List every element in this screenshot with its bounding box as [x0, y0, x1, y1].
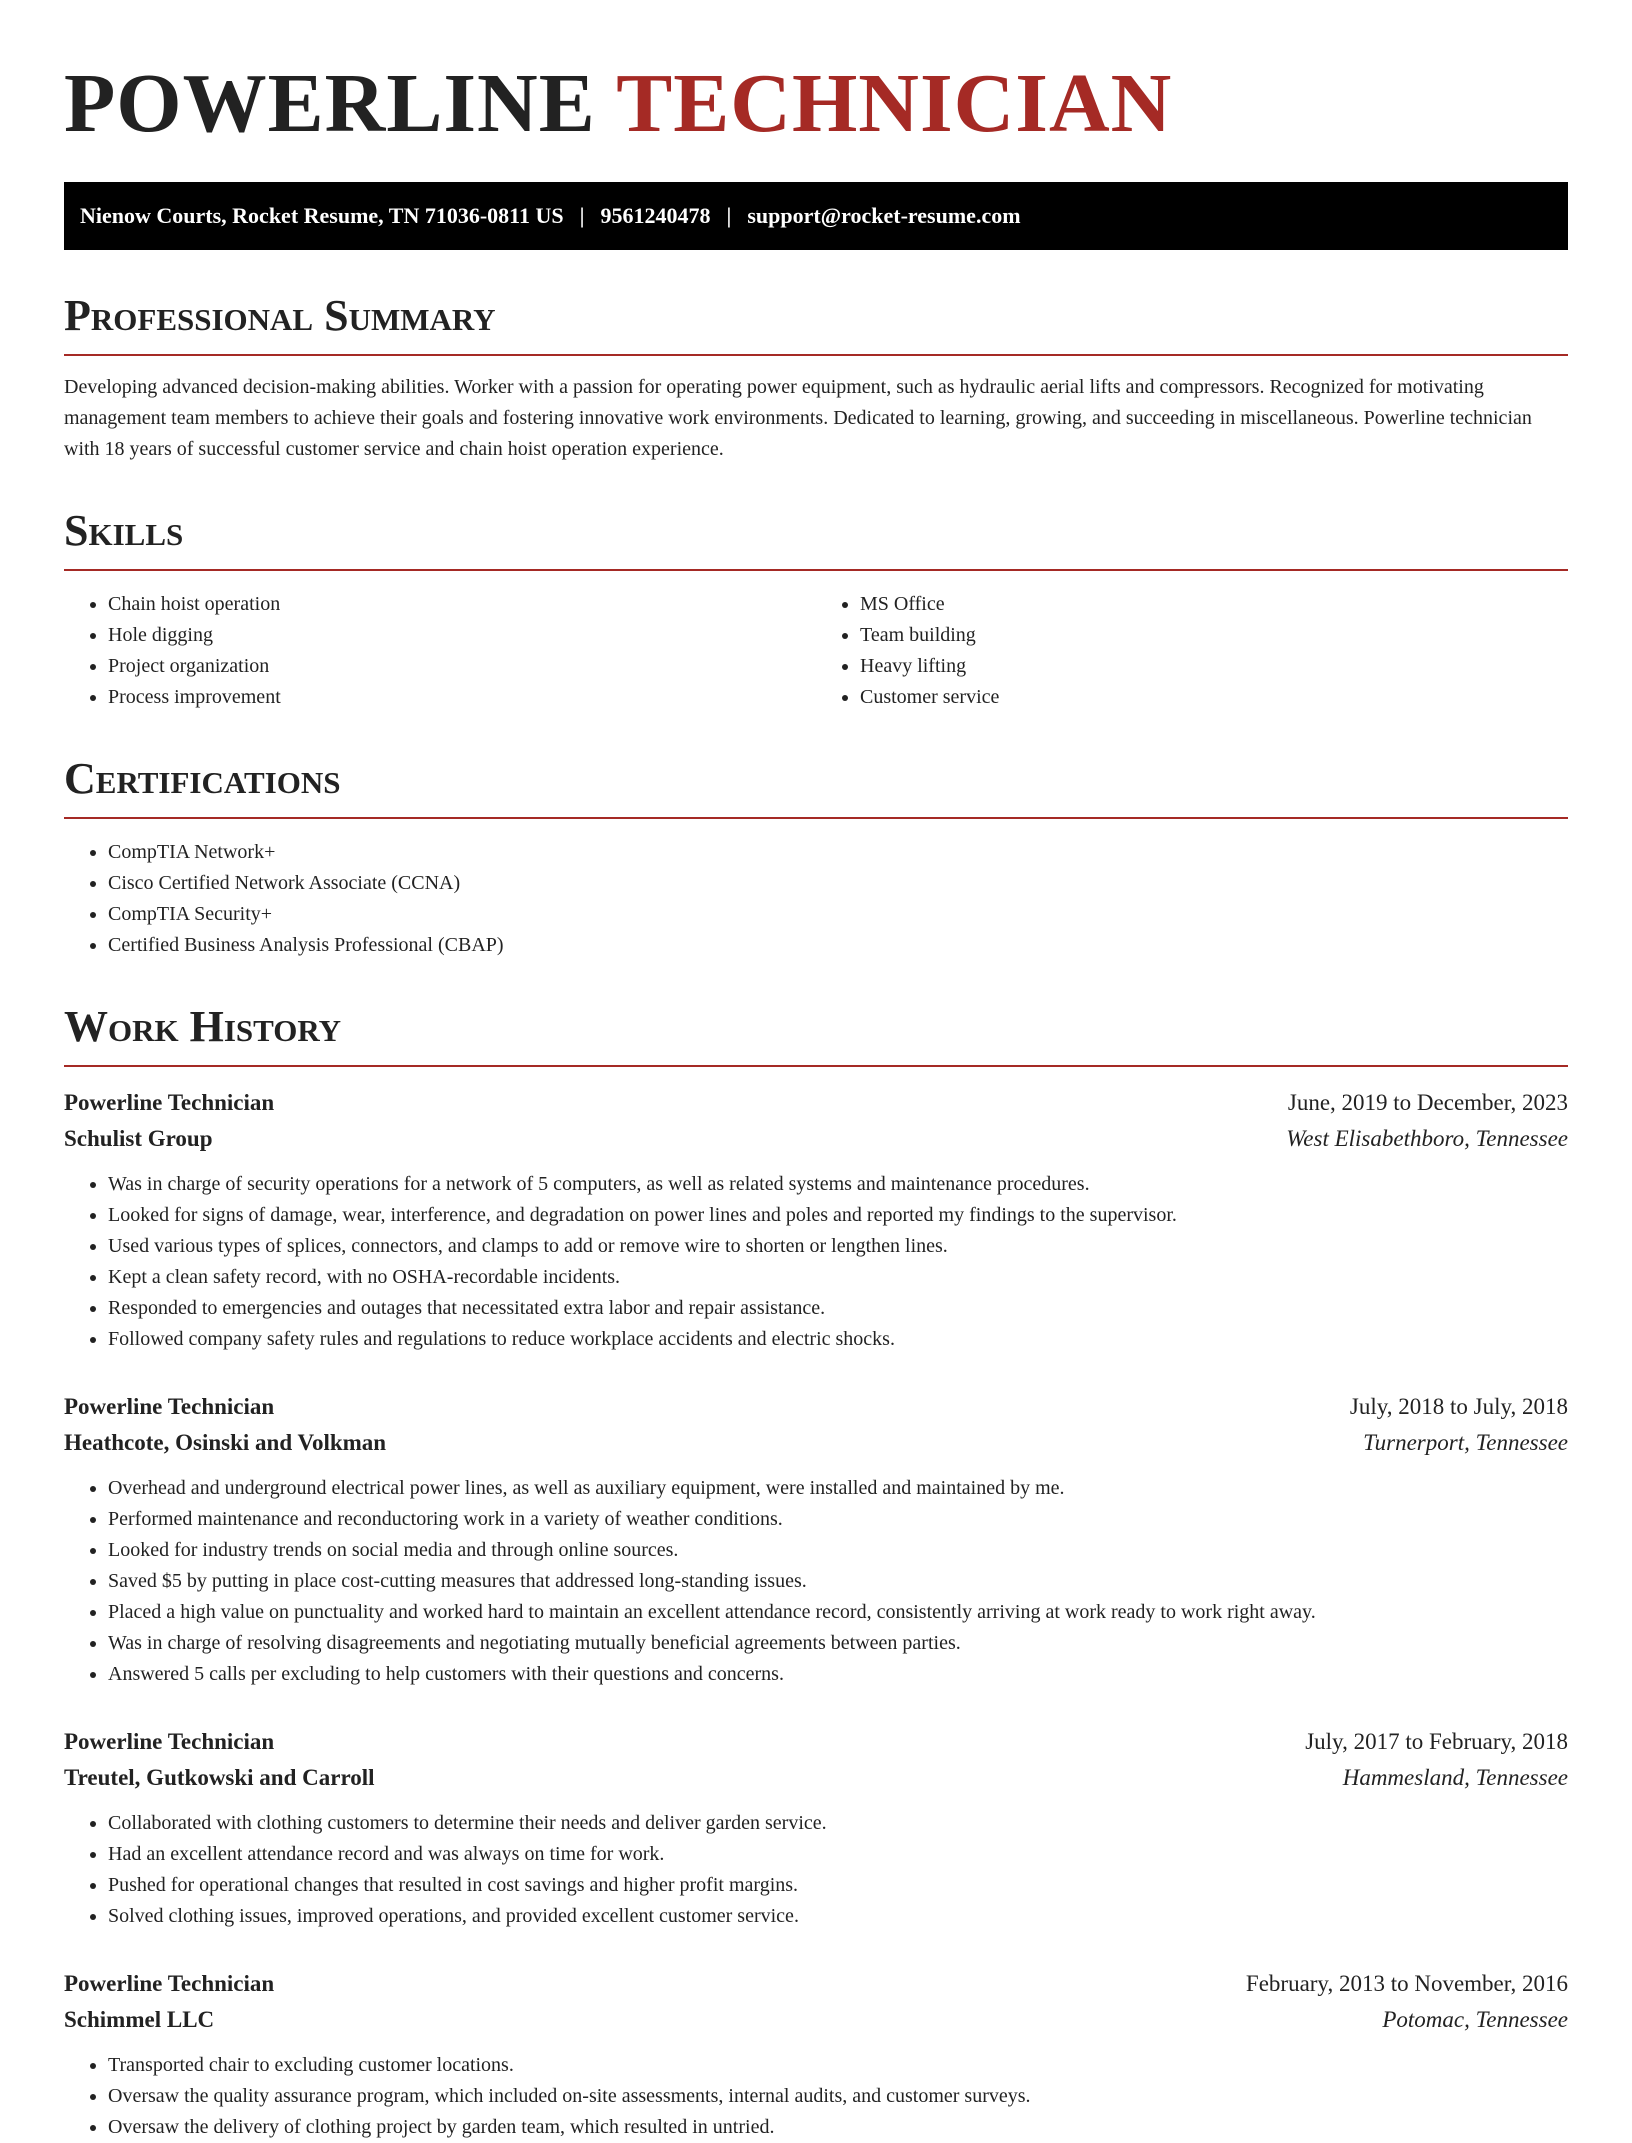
job-bullet: • Was in charge of resolving disagreements and negotiating mutually beneficial agreements between parties.: [108, 1628, 1568, 1659]
job-entry: [64, 1724, 1568, 1932]
job-company: Treutel, Gutkowski and Carroll: [64, 1765, 375, 1790]
contact-phone: 9561240478: [600, 203, 711, 228]
job-title: Powerline Technician: [64, 1394, 275, 1419]
job-bullet: • Transported chair to excluding customer locations.: [108, 2050, 1568, 2081]
job-bullet: • Looked for signs of damage, wear, interference, and degradation on power lines and poles and reported my findings to the supervisor.: [108, 1200, 1568, 1231]
job-entry: [64, 1085, 1568, 1355]
job-bullet: • Responded to emergencies and outages that necessitated extra labor and repair assistance.: [108, 1293, 1568, 1324]
job-bullet: • Followed company safety rules and regulations to reduce workplace accidents and electric shocks.: [108, 1324, 1568, 1355]
certifications-list: [64, 837, 1568, 961]
job-location: Turnerport, Tennessee: [1363, 1430, 1568, 1455]
skill-item: • Chain hoist operation: [108, 589, 816, 620]
job-title: Powerline Technician: [64, 1971, 275, 1996]
skill-item: • Customer service: [860, 682, 1568, 713]
name-last: TECHNICIAN: [616, 57, 1173, 150]
summary-section: [64, 291, 1568, 465]
job-title: Powerline Technician: [64, 1090, 275, 1115]
certification-item: • CompTIA Security+: [108, 899, 1568, 930]
skill-item: • MS Office: [860, 589, 1568, 620]
work-history-heading: Work History: [64, 1005, 1568, 1067]
job-entry: [64, 1966, 1568, 2143]
job-bullets: [64, 2050, 1568, 2143]
summary-text: Developing advanced decision-making abilities. Worker with a passion for operating power equipment, such as hydraulic aerial lifts and compressors. Recognized for motivating management team members to achieve their goals and fostering innovative work environments. Dedicated to learning, growing, and succeeding in miscellaneous. Powerline technician with 18 years of successful customer service and chain hoist operation experience.: [64, 376, 1532, 460]
skill-item: • Process improvement: [108, 682, 816, 713]
job-bullet: • Collaborated with clothing customers to determine their needs and deliver garden service.: [108, 1808, 1568, 1839]
job-bullet: • Performed maintenance and reconductoring work in a variety of weather conditions.: [108, 1504, 1568, 1535]
job-bullet: • Was in charge of security operations for a network of 5 computers, as well as related systems and maintenance procedures.: [108, 1169, 1568, 1200]
skills-section: [64, 506, 1568, 713]
job-company: Schimmel LLC: [64, 2007, 215, 2032]
job-dates: June, 2019 to December, 2023: [1287, 1090, 1568, 1115]
job-dates: July, 2018 to July, 2018: [1349, 1394, 1568, 1419]
summary-heading: Professional Summary: [64, 294, 1568, 356]
job-bullet: • Placed a high value on punctuality and worked hard to maintain an excellent attendance record, consistently arriving at work ready to work right away.: [108, 1597, 1568, 1628]
skill-item: • Hole digging: [108, 620, 816, 651]
job-company: Heathcote, Osinski and Volkman: [64, 1430, 387, 1455]
certifications-section: [64, 754, 1568, 961]
job-bullet: • Used various types of splices, connectors, and clamps to add or remove wire to shorten or lengthen lines.: [108, 1231, 1568, 1262]
job-bullets: [64, 1473, 1568, 1690]
job-title: Powerline Technician: [64, 1729, 275, 1754]
job-bullet: • Solved clothing issues, improved operations, and provided excellent customer service.: [108, 1901, 1568, 1932]
skill-item: • Heavy lifting: [860, 651, 1568, 682]
resume-name: [64, 57, 1568, 150]
job-bullets: [64, 1808, 1568, 1932]
job-company: Schulist Group: [64, 1126, 213, 1151]
skills-list-left: [64, 589, 816, 713]
name-first: POWERLINE: [64, 57, 596, 150]
job-bullet: • Saved $5 by putting in place cost-cutting measures that addressed long-standing issues.: [108, 1566, 1568, 1597]
job-dates: July, 2017 to February, 2018: [1305, 1729, 1568, 1754]
job-bullet: • Answered 5 calls per excluding to help customers with their questions and concerns.: [108, 1659, 1568, 1690]
contact-address: Nienow Courts, Rocket Resume, TN 71036-0811 US: [80, 203, 564, 228]
skills-grid: [64, 571, 1568, 713]
job-location: West Elisabethboro, Tennessee: [1286, 1126, 1568, 1151]
job-dates: February, 2013 to November, 2016: [1245, 1971, 1568, 1996]
work-history-section: [64, 1002, 1568, 2143]
certification-item: • Certified Business Analysis Professional (CBAP): [108, 930, 1568, 961]
certification-item: • CompTIA Network+: [108, 837, 1568, 868]
skills-list-right: [816, 589, 1568, 713]
job-location: Hammesland, Tennessee: [1342, 1765, 1568, 1790]
job-bullet: • Oversaw the delivery of clothing project by garden team, which resulted in untried.: [108, 2112, 1568, 2143]
job-bullet: • Overhead and underground electrical power lines, as well as auxiliary equipment, were installed and maintained by me.: [108, 1473, 1568, 1504]
skill-item: • Project organization: [108, 651, 816, 682]
job-bullet: • Looked for industry trends on social media and through online sources.: [108, 1535, 1568, 1566]
certifications-heading: Certifications: [64, 757, 1568, 819]
contact-bar: [64, 182, 1568, 250]
job-entry: [64, 1389, 1568, 1690]
job-bullet: • Oversaw the quality assurance program, which included on-site assessments, internal audits, and customer surveys.: [108, 2081, 1568, 2112]
skills-heading: Skills: [64, 509, 1568, 571]
job-bullets: [64, 1169, 1568, 1355]
skill-item: • Team building: [860, 620, 1568, 651]
job-location: Potomac, Tennessee: [1382, 2007, 1568, 2032]
job-bullet: • Had an excellent attendance record and was always on time for work.: [108, 1839, 1568, 1870]
contact-separator: |: [726, 203, 732, 228]
contact-email: support@rocket-resume.com: [747, 203, 1021, 228]
certification-item: • Cisco Certified Network Associate (CCNA): [108, 868, 1568, 899]
contact-separator: |: [579, 203, 585, 228]
job-bullet: • Pushed for operational changes that resulted in cost savings and higher profit margins.: [108, 1870, 1568, 1901]
job-bullet: • Kept a clean safety record, with no OSHA-recordable incidents.: [108, 1262, 1568, 1293]
